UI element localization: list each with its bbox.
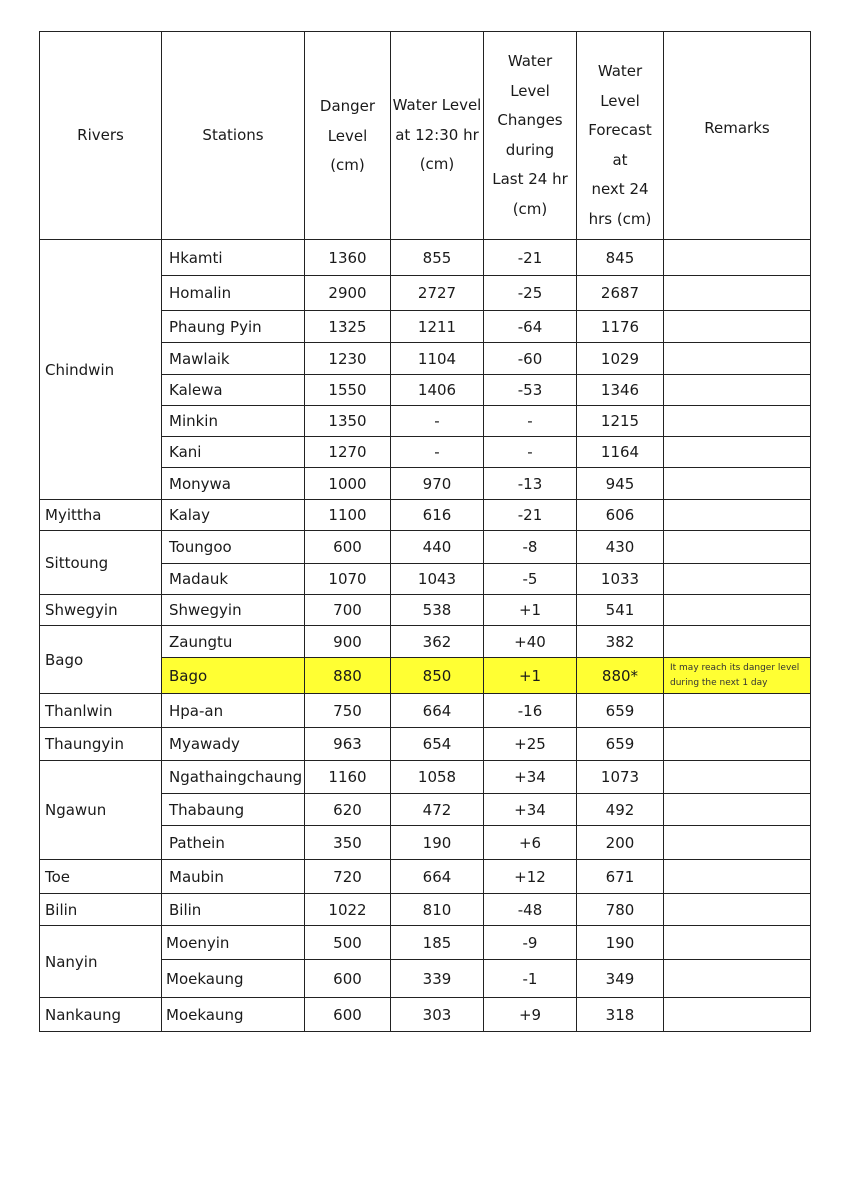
remarks-cell bbox=[664, 728, 811, 761]
remarks-cell bbox=[664, 860, 811, 894]
water-level-cell: 1104 bbox=[391, 343, 484, 375]
level-change-cell: -1 bbox=[484, 960, 577, 998]
forecast-cell: 1215 bbox=[577, 406, 664, 437]
danger-level-cell: 1000 bbox=[305, 468, 391, 500]
water-level-cell: 810 bbox=[391, 894, 484, 926]
danger-level-cell: 600 bbox=[305, 998, 391, 1032]
remarks-cell bbox=[664, 500, 811, 531]
river-name-cell: Thanlwin bbox=[40, 694, 162, 728]
river-name-cell: Bago bbox=[40, 626, 162, 694]
water-level-cell: 339 bbox=[391, 960, 484, 998]
station-name-cell: Kalay bbox=[162, 500, 305, 531]
header-rivers bbox=[40, 32, 162, 240]
level-change-cell: +34 bbox=[484, 794, 577, 826]
danger-level-cell: 350 bbox=[305, 826, 391, 860]
remarks-cell bbox=[664, 926, 811, 960]
water-level-cell: 664 bbox=[391, 860, 484, 894]
forecast-cell: 382 bbox=[577, 626, 664, 658]
header-danger-line: Level bbox=[327, 126, 368, 145]
danger-level-cell: 1360 bbox=[305, 240, 391, 276]
header-water-level-line: (cm) bbox=[419, 155, 455, 174]
remarks-cell bbox=[664, 894, 811, 926]
forecast-cell: 1346 bbox=[577, 375, 664, 406]
level-change-cell: +40 bbox=[484, 626, 577, 658]
header-changes-line: Water bbox=[507, 52, 553, 70]
header-changes-line: Changes bbox=[497, 111, 563, 129]
level-change-cell: +12 bbox=[484, 860, 577, 894]
level-change-cell: -21 bbox=[484, 240, 577, 276]
header-forecast-line: Level bbox=[600, 91, 640, 110]
river-name-cell: Bilin bbox=[40, 894, 162, 926]
forecast-cell: 945 bbox=[577, 468, 664, 500]
header-water-level-line: Water Level bbox=[392, 96, 482, 115]
water-level-table bbox=[39, 31, 811, 1032]
forecast-cell: 190 bbox=[577, 926, 664, 960]
remarks-cell bbox=[664, 406, 811, 437]
water-level-cell: 303 bbox=[391, 998, 484, 1032]
table-row bbox=[40, 595, 811, 626]
remarks-cell bbox=[664, 826, 811, 860]
remarks-cell bbox=[664, 468, 811, 500]
header-changes-line: during bbox=[505, 140, 555, 159]
table-row bbox=[40, 728, 811, 761]
danger-level-cell: 1100 bbox=[305, 500, 391, 531]
station-name-cell: Moenyin bbox=[162, 926, 305, 960]
danger-level-cell: 2900 bbox=[305, 276, 391, 311]
danger-level-cell: 1550 bbox=[305, 375, 391, 406]
danger-level-cell: 1325 bbox=[305, 311, 391, 343]
table-row bbox=[40, 998, 811, 1032]
level-change-cell: -21 bbox=[484, 500, 577, 531]
station-name-cell: Kani bbox=[162, 437, 305, 468]
forecast-cell: 318 bbox=[577, 998, 664, 1032]
remarks-cell bbox=[664, 960, 811, 998]
station-name-cell: Moekaung bbox=[162, 960, 305, 998]
level-change-cell: -16 bbox=[484, 694, 577, 728]
river-name-cell: Myittha bbox=[40, 500, 162, 531]
danger-level-cell: 720 bbox=[305, 860, 391, 894]
forecast-cell: 1073 bbox=[577, 761, 664, 794]
level-change-cell: - bbox=[484, 437, 577, 468]
danger-level-cell: 1230 bbox=[305, 343, 391, 375]
water-level-cell: 1043 bbox=[391, 564, 484, 595]
forecast-cell: 1176 bbox=[577, 311, 664, 343]
station-name-cell: Kalewa bbox=[162, 375, 305, 406]
level-change-cell: -64 bbox=[484, 311, 577, 343]
level-change-cell: -25 bbox=[484, 276, 577, 311]
remarks-cell bbox=[664, 276, 811, 311]
forecast-cell: 200 bbox=[577, 826, 664, 860]
table-row bbox=[40, 926, 811, 960]
header-changes-line: (cm) bbox=[512, 199, 548, 218]
header-forecast-line: next 24 bbox=[591, 180, 649, 198]
river-name-cell: Nankaung bbox=[40, 998, 162, 1032]
remarks-cell bbox=[664, 761, 811, 794]
header-forecast-line: Forecast bbox=[588, 121, 652, 139]
station-name-cell: Moekaung bbox=[162, 998, 305, 1032]
station-name-cell: Bilin bbox=[162, 894, 305, 926]
station-name-cell: Hpa-an bbox=[162, 694, 305, 728]
level-change-cell: -60 bbox=[484, 343, 577, 375]
forecast-cell: 492 bbox=[577, 794, 664, 826]
header-forecast-line: hrs (cm) bbox=[588, 209, 652, 228]
water-level-cell: 970 bbox=[391, 468, 484, 500]
level-change-cell: -8 bbox=[484, 531, 577, 564]
station-name-cell: Maubin bbox=[162, 860, 305, 894]
header-danger-level bbox=[305, 32, 391, 240]
forecast-cell: 780 bbox=[577, 894, 664, 926]
station-name-cell: Toungoo bbox=[162, 531, 305, 564]
level-change-cell: -48 bbox=[484, 894, 577, 926]
water-level-cell: 440 bbox=[391, 531, 484, 564]
level-change-cell: +34 bbox=[484, 761, 577, 794]
danger-level-cell: 900 bbox=[305, 626, 391, 658]
water-level-cell: 538 bbox=[391, 595, 484, 626]
forecast-cell: 430 bbox=[577, 531, 664, 564]
station-name-cell: Hkamti bbox=[162, 240, 305, 276]
danger-level-cell: 620 bbox=[305, 794, 391, 826]
danger-level-cell: 1022 bbox=[305, 894, 391, 926]
station-name-cell: Mawlaik bbox=[162, 343, 305, 375]
station-name-cell: Phaung Pyin bbox=[162, 311, 305, 343]
river-name-cell: Shwegyin bbox=[40, 595, 162, 626]
remarks-cell bbox=[664, 694, 811, 728]
level-change-cell: +9 bbox=[484, 998, 577, 1032]
river-name-cell: Toe bbox=[40, 860, 162, 894]
remarks-cell bbox=[664, 998, 811, 1032]
danger-level-cell: 963 bbox=[305, 728, 391, 761]
header-stations-text: Stations bbox=[202, 125, 264, 144]
forecast-cell: 880* bbox=[577, 658, 664, 694]
table-row bbox=[40, 531, 811, 564]
header-rivers-text: Rivers bbox=[77, 125, 124, 144]
forecast-cell: 671 bbox=[577, 860, 664, 894]
remarks-cell bbox=[664, 343, 811, 375]
water-level-cell: 362 bbox=[391, 626, 484, 658]
station-name-cell: Thabaung bbox=[162, 794, 305, 826]
table-row bbox=[40, 240, 811, 276]
header-water-level-line: at 12:30 hr bbox=[395, 125, 479, 144]
water-level-cell: 1211 bbox=[391, 311, 484, 343]
remarks-cell bbox=[664, 531, 811, 564]
remarks-cell bbox=[664, 794, 811, 826]
header-danger-line: Danger bbox=[319, 97, 376, 116]
river-name-cell: Nanyin bbox=[40, 926, 162, 998]
station-name-cell: Zaungtu bbox=[162, 626, 305, 658]
station-name-cell: Minkin bbox=[162, 406, 305, 437]
table-row bbox=[40, 894, 811, 926]
water-level-cell: - bbox=[391, 406, 484, 437]
river-name-cell: Chindwin bbox=[40, 240, 162, 500]
station-name-cell: Madauk bbox=[162, 564, 305, 595]
header-changes-line: Level bbox=[510, 81, 550, 100]
forecast-cell: 845 bbox=[577, 240, 664, 276]
forecast-cell: 349 bbox=[577, 960, 664, 998]
remarks-cell: It may reach its danger level during the next 1 day bbox=[664, 658, 811, 694]
water-level-cell: 850 bbox=[391, 658, 484, 694]
forecast-cell: 606 bbox=[577, 500, 664, 531]
water-level-cell: 1406 bbox=[391, 375, 484, 406]
station-name-cell: Monywa bbox=[162, 468, 305, 500]
danger-level-cell: 600 bbox=[305, 531, 391, 564]
station-name-cell: Shwegyin bbox=[162, 595, 305, 626]
river-name-cell: Thaungyin bbox=[40, 728, 162, 761]
forecast-cell: 1029 bbox=[577, 343, 664, 375]
level-change-cell: - bbox=[484, 406, 577, 437]
danger-level-cell: 700 bbox=[305, 595, 391, 626]
forecast-cell: 659 bbox=[577, 694, 664, 728]
river-name-cell: Sittoung bbox=[40, 531, 162, 595]
header-remarks-text: Remarks bbox=[704, 118, 770, 137]
table-row bbox=[40, 860, 811, 894]
level-change-cell: -9 bbox=[484, 926, 577, 960]
forecast-cell: 1033 bbox=[577, 564, 664, 595]
danger-level-cell: 1070 bbox=[305, 564, 391, 595]
table-row bbox=[40, 761, 811, 794]
station-name-cell: Ngathaingchaung bbox=[162, 761, 305, 794]
table-row bbox=[40, 694, 811, 728]
remarks-cell bbox=[664, 626, 811, 658]
station-name-cell: Pathein bbox=[162, 826, 305, 860]
water-level-cell: 185 bbox=[391, 926, 484, 960]
header-danger-line: (cm) bbox=[330, 156, 365, 175]
station-name-cell: Myawady bbox=[162, 728, 305, 761]
remarks-cell bbox=[664, 564, 811, 595]
danger-level-cell: 1160 bbox=[305, 761, 391, 794]
header-forecast-line: Water bbox=[597, 62, 643, 80]
header-changes-line: Last 24 hr bbox=[492, 170, 568, 188]
level-change-cell: +1 bbox=[484, 658, 577, 694]
station-name-cell: Bago bbox=[162, 658, 305, 694]
water-level-cell: 664 bbox=[391, 694, 484, 728]
water-level-cell: 472 bbox=[391, 794, 484, 826]
water-level-cell: 616 bbox=[391, 500, 484, 531]
danger-level-cell: 500 bbox=[305, 926, 391, 960]
level-change-cell: +6 bbox=[484, 826, 577, 860]
table-row bbox=[40, 500, 811, 531]
water-level-cell: 1058 bbox=[391, 761, 484, 794]
remarks-cell bbox=[664, 311, 811, 343]
water-level-cell: 2727 bbox=[391, 276, 484, 311]
header-row bbox=[40, 32, 811, 240]
header-changes bbox=[484, 32, 577, 240]
danger-level-cell: 600 bbox=[305, 960, 391, 998]
header-forecast-line: at bbox=[612, 150, 628, 169]
header-forecast bbox=[577, 32, 664, 240]
table-row bbox=[40, 626, 811, 658]
water-level-cell: 855 bbox=[391, 240, 484, 276]
level-change-cell: +1 bbox=[484, 595, 577, 626]
forecast-cell: 2687 bbox=[577, 276, 664, 311]
water-level-cell: 190 bbox=[391, 826, 484, 860]
danger-level-cell: 750 bbox=[305, 694, 391, 728]
river-name-cell: Ngawun bbox=[40, 761, 162, 860]
header-remarks bbox=[664, 32, 811, 240]
station-name-cell: Homalin bbox=[162, 276, 305, 311]
header-water-level bbox=[391, 32, 484, 240]
level-change-cell: -53 bbox=[484, 375, 577, 406]
remarks-cell bbox=[664, 375, 811, 406]
level-change-cell: -5 bbox=[484, 564, 577, 595]
forecast-cell: 1164 bbox=[577, 437, 664, 468]
water-level-cell: 654 bbox=[391, 728, 484, 761]
danger-level-cell: 1270 bbox=[305, 437, 391, 468]
remarks-cell bbox=[664, 240, 811, 276]
table-body bbox=[40, 240, 811, 1032]
forecast-cell: 659 bbox=[577, 728, 664, 761]
level-change-cell: +25 bbox=[484, 728, 577, 761]
forecast-cell: 541 bbox=[577, 595, 664, 626]
remarks-cell bbox=[664, 595, 811, 626]
danger-level-cell: 1350 bbox=[305, 406, 391, 437]
danger-level-cell: 880 bbox=[305, 658, 391, 694]
header-stations bbox=[162, 32, 305, 240]
remarks-cell bbox=[664, 437, 811, 468]
water-level-cell: - bbox=[391, 437, 484, 468]
level-change-cell: -13 bbox=[484, 468, 577, 500]
